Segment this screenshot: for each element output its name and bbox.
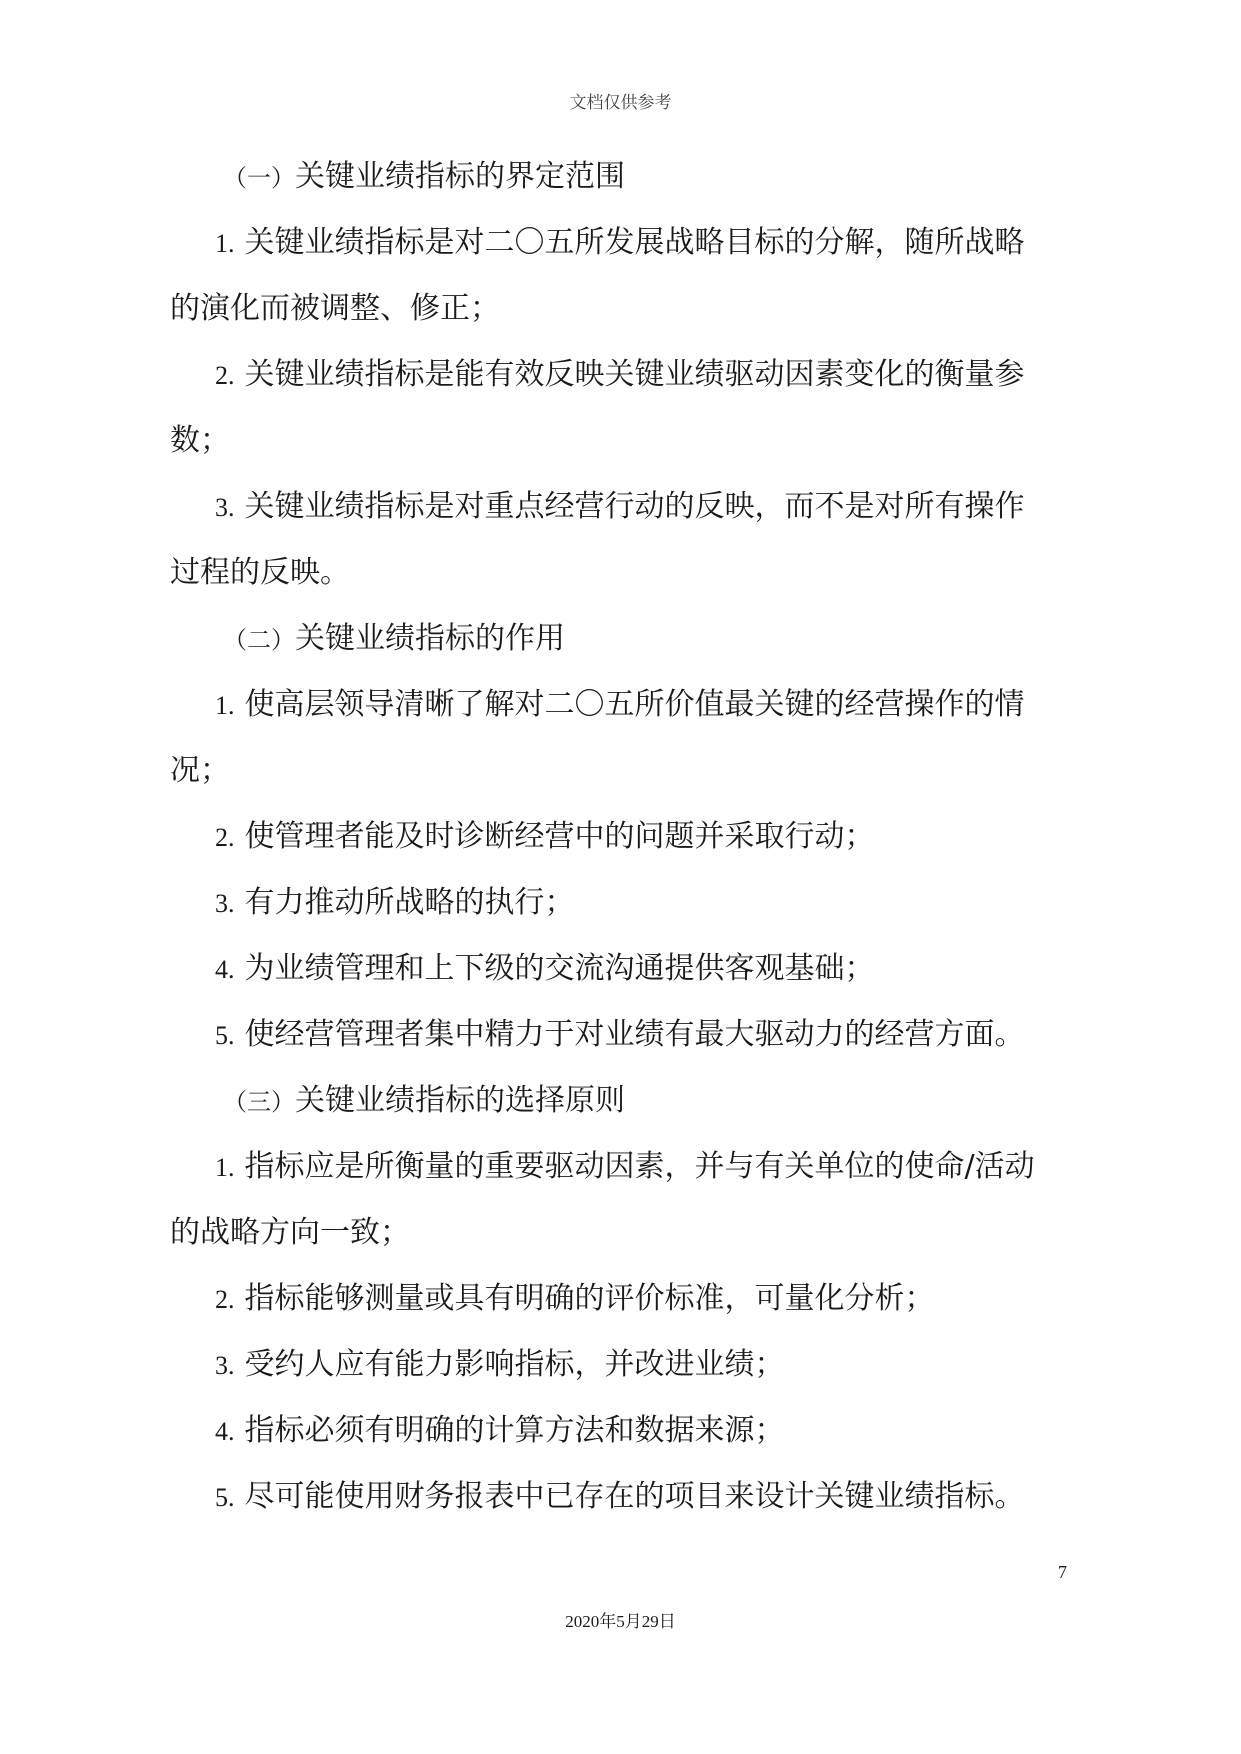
item-number: 3. [215, 493, 235, 522]
item-number: 2. [215, 823, 235, 852]
list-item [170, 884, 1040, 950]
section-heading [170, 620, 1040, 686]
item-text: 使管理者能及时诊断经营中的问题并采取行动； [244, 819, 875, 854]
document-body [170, 158, 1040, 1544]
list-item [170, 488, 1040, 554]
item-text: 关键业绩指标是能有效反映关键业绩驱动因素变化的衡量参 [244, 357, 1025, 392]
footer-date: 2020年5月29日 [565, 1612, 676, 1631]
item-number: 5. [215, 1483, 235, 1512]
section-heading [170, 1082, 1040, 1148]
list-item [170, 224, 1040, 290]
item-text: 使高层领导清晰了解对二〇五所价值最关键的经营操作的情 [244, 687, 1025, 722]
list-item [170, 356, 1040, 422]
page-number: 7 [1058, 1562, 1067, 1582]
item-number: 3. [215, 1351, 235, 1380]
item-number: 1. [215, 691, 235, 720]
item-text: 指标必须有明确的计算方法和数据来源； [244, 1413, 785, 1448]
section-heading-text: 关键业绩指标的界定范围 [295, 159, 625, 194]
item-text: 使经营管理者集中精力于对业绩有最大驱动力的经营方面。 [244, 1017, 1025, 1052]
item-number: 2. [215, 1285, 235, 1314]
item-number: 1. [215, 1153, 235, 1182]
item-text: 指标能够测量或具有明确的评价标准，可量化分析； [244, 1281, 935, 1316]
section-heading-prefix: （三） [223, 1088, 295, 1116]
item-continuation: 的战略方向一致； [170, 1215, 410, 1250]
list-item [170, 686, 1040, 752]
item-number: 2. [215, 361, 235, 390]
list-item [170, 950, 1040, 1016]
item-text: 关键业绩指标是对重点经营行动的反映，而不是对所有操作 [244, 489, 1025, 524]
list-item [170, 1280, 1040, 1346]
list-item [170, 818, 1040, 884]
item-text: 关键业绩指标是对二〇五所发展战略目标的分解，随所战略 [244, 225, 1025, 260]
list-item [170, 1478, 1040, 1544]
item-text: 为业绩管理和上下级的交流沟通提供客观基础； [244, 951, 875, 986]
section-heading-prefix: （一） [223, 164, 295, 192]
item-number: 1. [215, 229, 235, 258]
item-text: 指标应是所衡量的重要驱动因素，并与有关单位的使命/活动 [244, 1149, 1035, 1184]
item-text: 受约人应有能力影响指标，并改进业绩； [244, 1347, 785, 1382]
section-heading-text: 关键业绩指标的作用 [295, 621, 565, 656]
item-text: 有力推动所战略的执行； [244, 885, 575, 920]
list-item [170, 1016, 1040, 1082]
list-item [170, 1412, 1040, 1478]
item-number: 3. [215, 889, 235, 918]
section-heading [170, 158, 1040, 224]
list-item [170, 1346, 1040, 1412]
item-text: 尽可能使用财务报表中已存在的项目来设计关键业绩指标。 [244, 1479, 1025, 1514]
item-number: 4. [215, 1417, 235, 1446]
item-number: 5. [215, 1021, 235, 1050]
item-continuation: 况； [170, 753, 230, 788]
page-header: 文档仅供参考 [569, 93, 672, 113]
item-continuation: 过程的反映。 [170, 555, 350, 590]
item-number: 4. [215, 955, 235, 984]
item-continuation: 的演化而被调整、修正； [170, 291, 500, 326]
section-heading-text: 关键业绩指标的选择原则 [295, 1083, 625, 1118]
section-heading-prefix: （二） [223, 626, 295, 654]
item-continuation: 数； [170, 423, 230, 458]
list-item [170, 1148, 1040, 1214]
